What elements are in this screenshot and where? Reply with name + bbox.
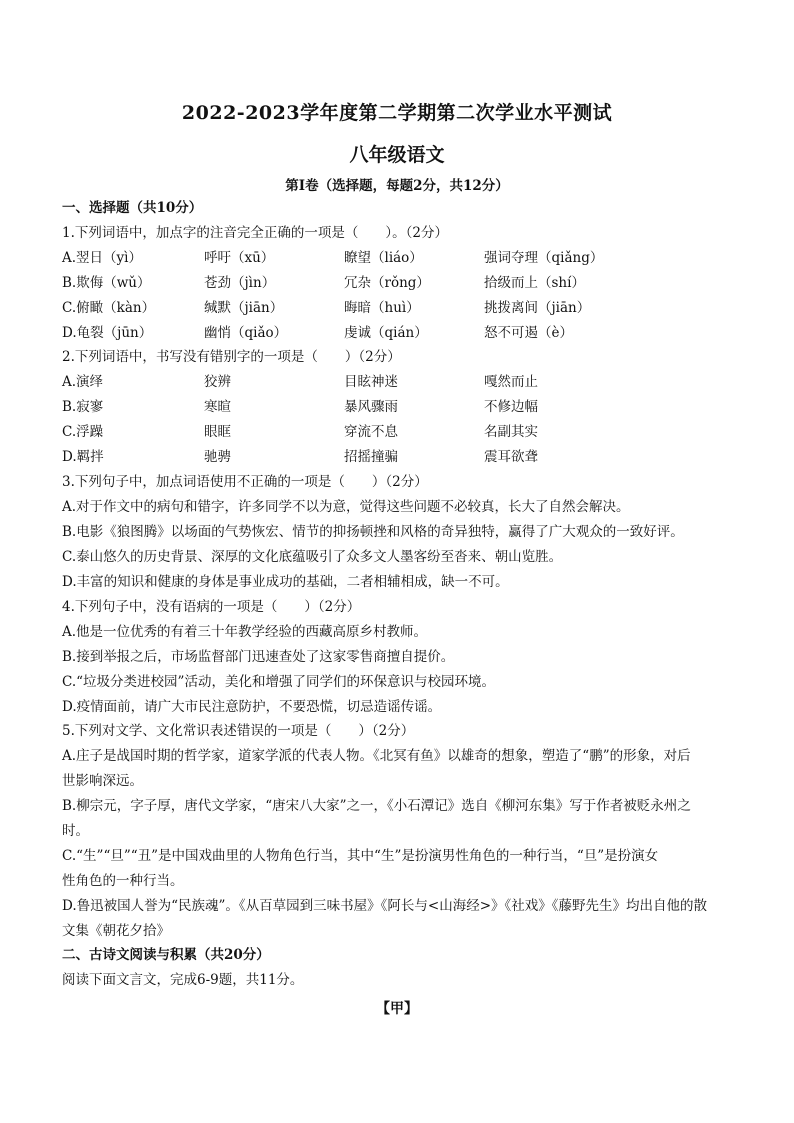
q5-option-c-line2: 性角色的一种行当。 — [62, 873, 184, 889]
q2-option-cell: 驰骋 — [204, 449, 231, 465]
q1-option-cell: 强词夺理（qiǎng） — [484, 250, 604, 266]
q1-option-cell: 拾级而上（shí） — [484, 275, 585, 291]
q1-option-cell: 幽悄（qiǎo） — [204, 325, 288, 341]
q5-option-c-line1: C.“生”“旦”“丑”是中国戏曲里的人物角色行当，其中“生”是扮演男性角色的一种行当，“旦”是扮演女 — [62, 848, 659, 864]
q1-option-cell: 缄默（jiān） — [204, 300, 284, 316]
q2-option-cell: 震耳欲聋 — [484, 449, 538, 465]
reading-instruction: 阅读下面文言文，完成6-9题，共11分。 — [62, 972, 304, 988]
q2-option-cell: 名副其实 — [484, 424, 538, 440]
q2-option-cell: 目眩神迷 — [344, 374, 398, 390]
q1-option-cell: C.俯瞰（kàn） — [62, 300, 156, 316]
q5-option-b-line1: B.柳宗元，字子厚，唐代文学家，“唐宋八大家”之一，《小石潭记》选自《柳河东集》写于作者被贬永州之 — [62, 798, 691, 814]
q5-option-a-line1: A.庄子是战国时期的哲学家，道家学派的代表人物。《北冥有鱼》以雄奇的想象，塑造了“鹏”的形象，对后 — [62, 748, 691, 764]
q2-option-cell: 狡辨 — [204, 374, 231, 390]
section-heading-2: 二、古诗文阅读与积累（共20分） — [62, 947, 270, 963]
q2-option-cell: D.羁拌 — [62, 449, 104, 465]
question-3-stem: 3.下列句子中，加点词语使用不正确的一项是（ ）（2分） — [62, 474, 428, 490]
q2-option-cell: B.寂寥 — [62, 399, 104, 415]
question-5-stem: 5.下列对文学、文化常识表述错误的一项是（ ）（2分） — [62, 723, 415, 739]
section-heading-1: 一、选择题（共10分） — [62, 200, 203, 216]
q1-option-cell: D.龟裂（jūn） — [62, 325, 153, 341]
q1-option-cell: 呼吁（xū） — [204, 250, 275, 266]
q1-option-cell: 苍劲（jìn） — [204, 275, 276, 291]
q2-option-cell: 不修边幅 — [484, 399, 538, 415]
q1-option-cell: A.翌日（yì） — [62, 250, 142, 266]
q3-option-d: D.丰富的知识和健康的身体是事业成功的基础，二者相辅相成，缺一不可。 — [62, 574, 509, 590]
q4-option-b: B.接到举报之后，市场监督部门迅速查处了这家零售商擅自提价。 — [62, 649, 455, 665]
q1-option-cell: 冗杂（rǒng） — [344, 275, 430, 291]
q5-option-d-line2: 文集《朝花夕拾》 — [62, 923, 170, 939]
q5-option-b-line2: 时。 — [62, 823, 89, 839]
question-1-stem: 1.下列词语中，加点字的注音完全正确的一项是（ ）。（2分） — [62, 225, 448, 241]
q2-option-cell: 暴风骤雨 — [344, 399, 398, 415]
q2-option-cell: 招摇撞骗 — [344, 449, 398, 465]
q5-option-a-line2: 世影响深远。 — [62, 773, 143, 789]
q2-option-cell: A.演绎 — [62, 374, 104, 390]
question-4-stem: 4.下列句子中，没有语病的一项是（ ）（2分） — [62, 599, 361, 615]
exam-title: 2022-2023学年度第二学期第二次学业水平测试 — [181, 102, 613, 124]
q4-option-d: D.疫情面前，请广大市民注意防护，不要恐慌，切忌造谣传谣。 — [62, 699, 442, 715]
passage-label-jia: 【甲】 — [376, 1001, 418, 1017]
q2-option-cell: C.浮躁 — [62, 424, 104, 440]
q1-option-cell: 虔诚（qián） — [344, 325, 428, 341]
q2-option-cell: 眼眶 — [204, 424, 231, 440]
question-2-stem: 2.下列词语中，书写没有错别字的一项是（ ）（2分） — [62, 349, 401, 365]
exam-subtitle: 八年级语文 — [349, 144, 445, 166]
q4-option-c: C.“垃圾分类进校园”活动，美化和增强了同学们的环保意识与校园环境。 — [62, 674, 495, 690]
q3-option-b: B.电影《狼图腾》以场面的气势恢宏、情节的抑扬顿挫和风格的奇异独特，赢得了广大观众的一致好评。 — [62, 524, 684, 540]
q1-option-cell: 挑拨离间（jiān） — [484, 300, 591, 316]
q2-option-cell: 寒暄 — [204, 399, 231, 415]
q1-option-cell: 晦暗（huì） — [344, 300, 420, 316]
q1-option-cell: B.欺侮（wǔ） — [62, 275, 151, 291]
q4-option-a: A.他是一位优秀的有着三十年教学经验的西藏高原乡村教师。 — [62, 624, 428, 640]
volume-heading: 第Ⅰ卷（选择题，每题2分，共12分） — [285, 178, 509, 194]
q2-option-cell: 嘎然而止 — [484, 374, 538, 390]
q3-option-c: C.泰山悠久的历史背景、深厚的文化底蕴吸引了众多文人墨客纷至沓来、朝山览胜。 — [62, 549, 563, 565]
q2-option-cell: 穿流不息 — [344, 424, 398, 440]
q1-option-cell: 怒不可遏（è） — [484, 325, 573, 341]
q1-option-cell: 瞭望（liáo） — [344, 250, 423, 266]
q5-option-d-line1: D.鲁迅被国人誉为“民族魂”。《从百草园到三味书屋》《阿长与<山海经>》《社戏》《藤野先生》均出自他的散 — [62, 898, 708, 914]
q3-option-a: A.对于作文中的病句和错字，许多同学不以为意，觉得这些问题不必较真，长大了自然会解决。 — [62, 499, 630, 515]
